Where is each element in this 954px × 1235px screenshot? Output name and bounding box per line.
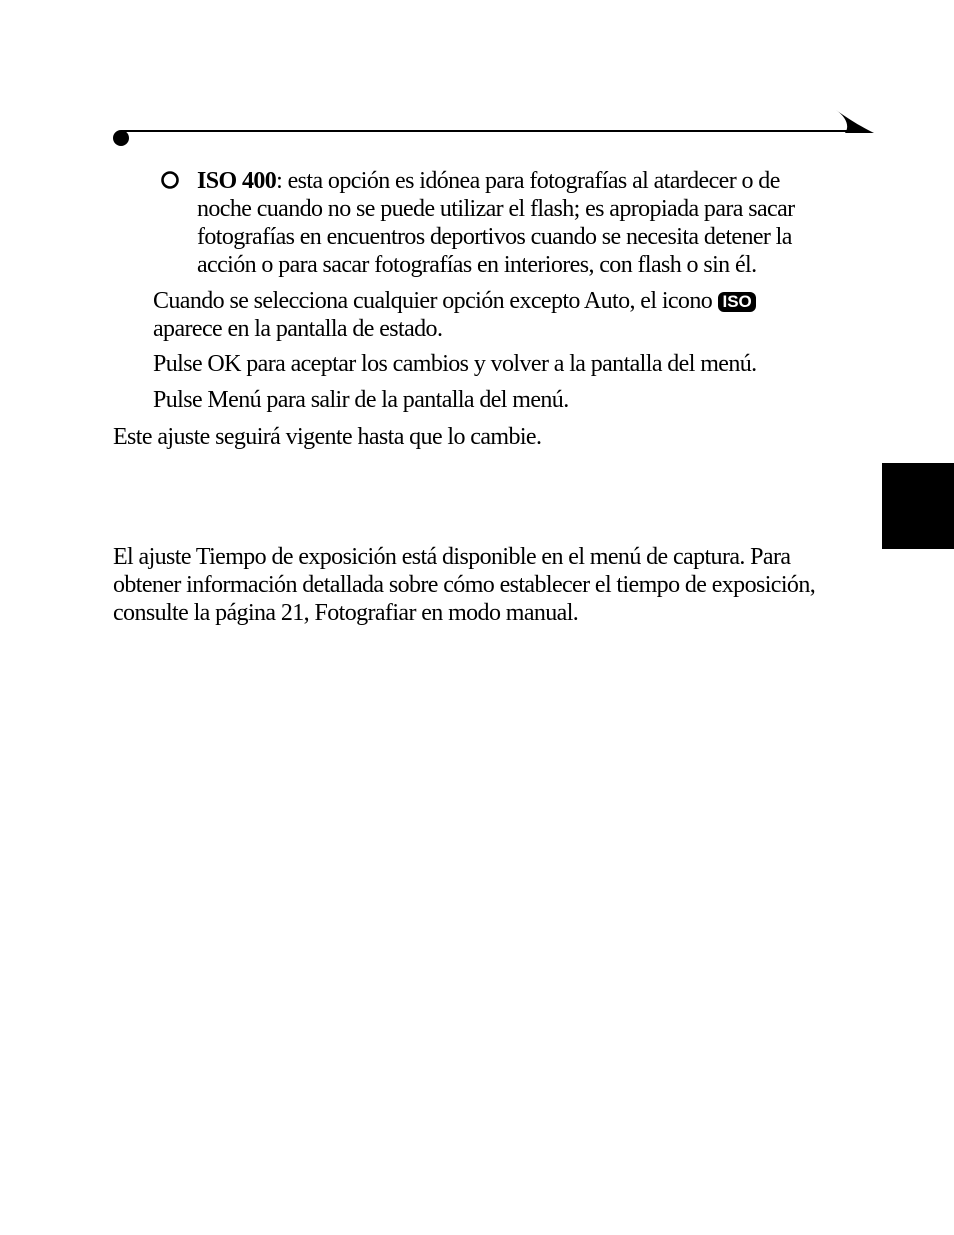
iso-badge-icon: ISO: [718, 292, 756, 312]
iso-line-2: noche cuando no se puede utilizar el flash; es apropiada para sacar: [197, 196, 795, 222]
iso-line-4: acción o para sacar fotografías en interiores, con flash o sin él.: [197, 252, 757, 278]
persist-note: Este ajuste seguirá vigente hasta que lo cambie.: [113, 424, 542, 450]
iso-text-1: : esta opción es idónea para fotografías al atardecer o de: [276, 168, 780, 194]
iso-line-1: [197, 167, 795, 195]
exposure-time-note: [113, 543, 815, 627]
status-note-line-1: [153, 287, 756, 315]
status-note-text-1: Cuando se selecciona cualquier opción excepto Auto, el icono: [153, 288, 713, 314]
iso-line-3: fotografías en encuentros deportivos cuando se necesita detener la: [197, 224, 792, 250]
ok-instruction: Pulse OK para aceptar los cambios y volver a la pantalla del menú.: [153, 351, 757, 377]
hollow-circle-bullet-icon: [160, 170, 180, 190]
menu-instruction: Pulse Menú para salir de la pantalla del menú.: [153, 387, 569, 413]
rule-dot-icon: [113, 130, 129, 146]
iso-400-label: ISO 400: [197, 168, 277, 194]
rule-arrow-icon: [836, 110, 874, 133]
exposure-line-2: obtener información detallada sobre cómo establecer el tiempo de exposición,: [113, 572, 816, 598]
iso-400-description: [197, 167, 795, 279]
header-rule: [112, 108, 876, 148]
exposure-line-3: consulte la página 21, Fotografiar en modo manual.: [113, 600, 579, 626]
chapter-tab: [882, 463, 954, 549]
status-screen-note: [153, 287, 756, 343]
exposure-line-1: El ajuste Tiempo de exposición está disponible en el menú de captura. Para: [113, 544, 791, 570]
status-note-line-2: aparece en la pantalla de estado.: [153, 316, 443, 342]
